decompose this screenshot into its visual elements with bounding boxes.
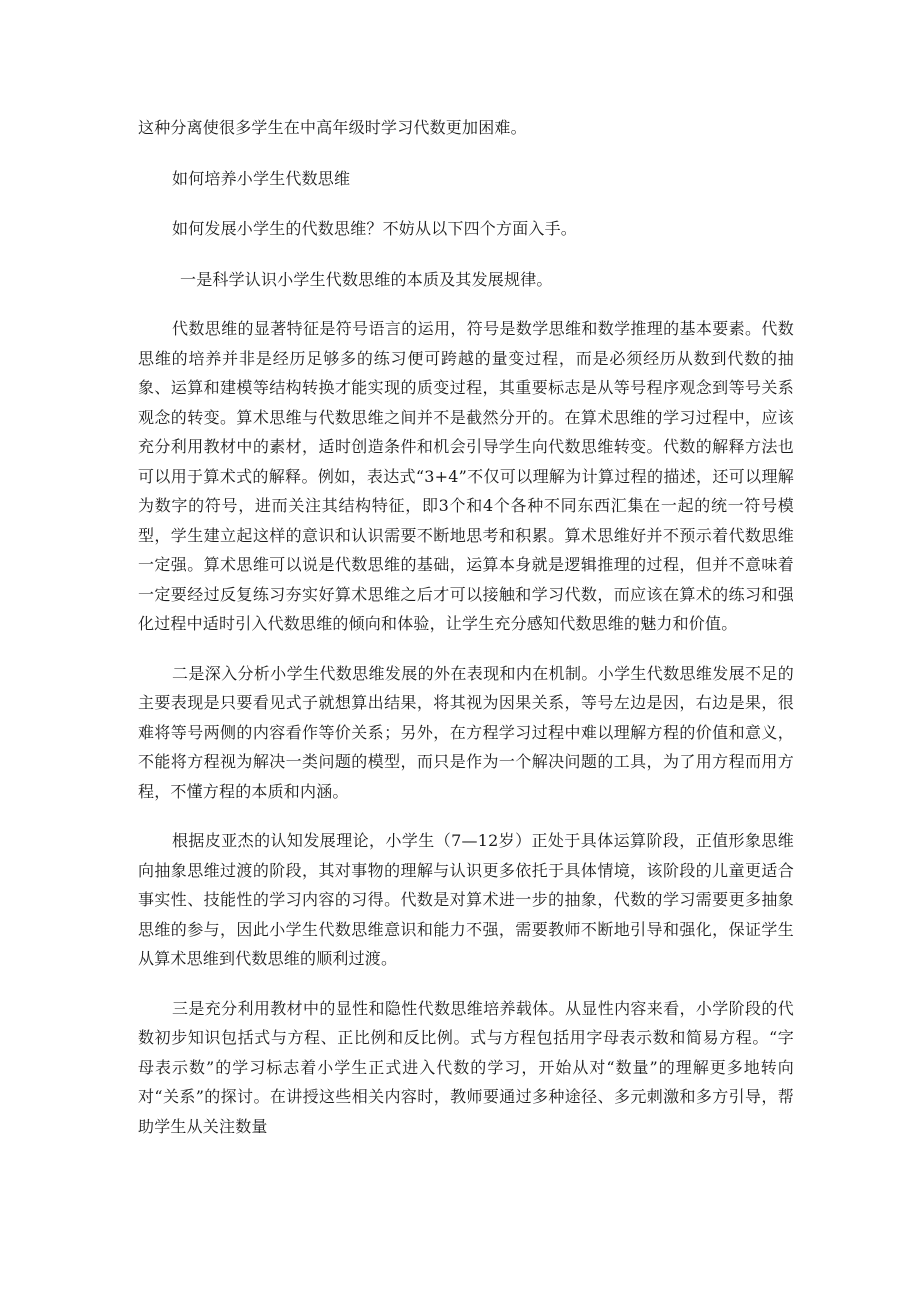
paragraph-continuation: 这种分离使很多学生在中高年级时学习代数更加困难。 (138, 118, 527, 137)
paragraph-piaget: 根据皮亚杰的认知发展理论，小学生（7—12岁）正处于具体运算阶段，正值形象思维向抽象思维过渡的阶段，其对事物的理解与认识更多依托于具体情境，该阶段的儿童更适合事实性、技能性的学习内容的习得。代数是对算术进一步的抽象，代数的学习需要更多抽象思维的参与，因此小学生代数思维意识和能力不强，需要教师不断地引导和强化，保证学生从算术思维到代数思维的顺利过渡。 (138, 831, 794, 968)
point-1-title: 一是科学认识小学生代数思维的本质及其发展规律。 (180, 269, 553, 289)
intro-paragraph: 如何发展小学生的代数思维？不妨从以下四个方面入手。 (172, 219, 578, 238)
section-heading: 如何培养小学生代数思维 (172, 168, 351, 188)
paragraph-point-2: 二是深入分析小学生代数思维发展的外在表现和内在机制。小学生代数思维发展不足的主要表现是只要看见式子就想算出结果，将其视为因果关系，等号左边是因，右边是果，很难将等号两侧的内容看作等价关系；另外，在方程学习过程中难以理解方程的价值和意义，不能将方程视为解决一类问题的模型，而只是作为一个解决问题的工具，为了用方程而用方程，不懂方程的本质和内涵。 (138, 663, 794, 801)
paragraph-point-3: 三是充分利用教材中的显性和隐性代数思维培养载体。从显性内容来看，小学阶段的代数初步知识包括式与方程、正比例和反比例。式与方程包括用字母表示数和简易方程。“字母表示数”的学习标志着小学生正式进入代数的学习，开始从对“数量”的理解更多地转向对“关系”的探讨。在讲授这些相关内容时，教师要通过多种途径、多元刺激和多方引导，帮助学生从关注数量 (138, 998, 794, 1136)
document-page (138, 113, 794, 1141)
paragraph-point-1: 代数思维的显著特征是符号语言的运用，符号是数学思维和数学推理的基本要素。代数思维的培养并非是经历足够多的练习便可跨越的量变过程，而是必须经历从数到代数的抽象、运算和建模等结构转换才能实现的质变过程，其重要标志是从等号程序观念到等号关系观念的转变。算术思维与代数思维之间并不是截然分开的。在算术思维的学习过程中，应该充分利用教材中的素材，适时创造条件和机会引导学生向代数思维转变。代数的解释方法也可以用于算术式的解释。例如，表达式“3+4”不仅可以理解为计算过程的描述，还可以理解为数字的符号，进而关注其结构特征，即3个和4个各种不同东西汇集在一起的统一符号模型，学生建立起这样的意识和认识需要不断地思考和积累。算术思维好并不预示着代数思维一定强。算术思维可以说是代数思维的基础，运算本身就是逻辑推理的过程，但并不意味着一定要经过反复练习夯实好算术思维之后才可以接触和学习代数，而应该在算术的练习和强化过程中适时引入代数思维的倾向和体验，让学生充分感知代数思维的魅力和价值。 (138, 319, 794, 633)
